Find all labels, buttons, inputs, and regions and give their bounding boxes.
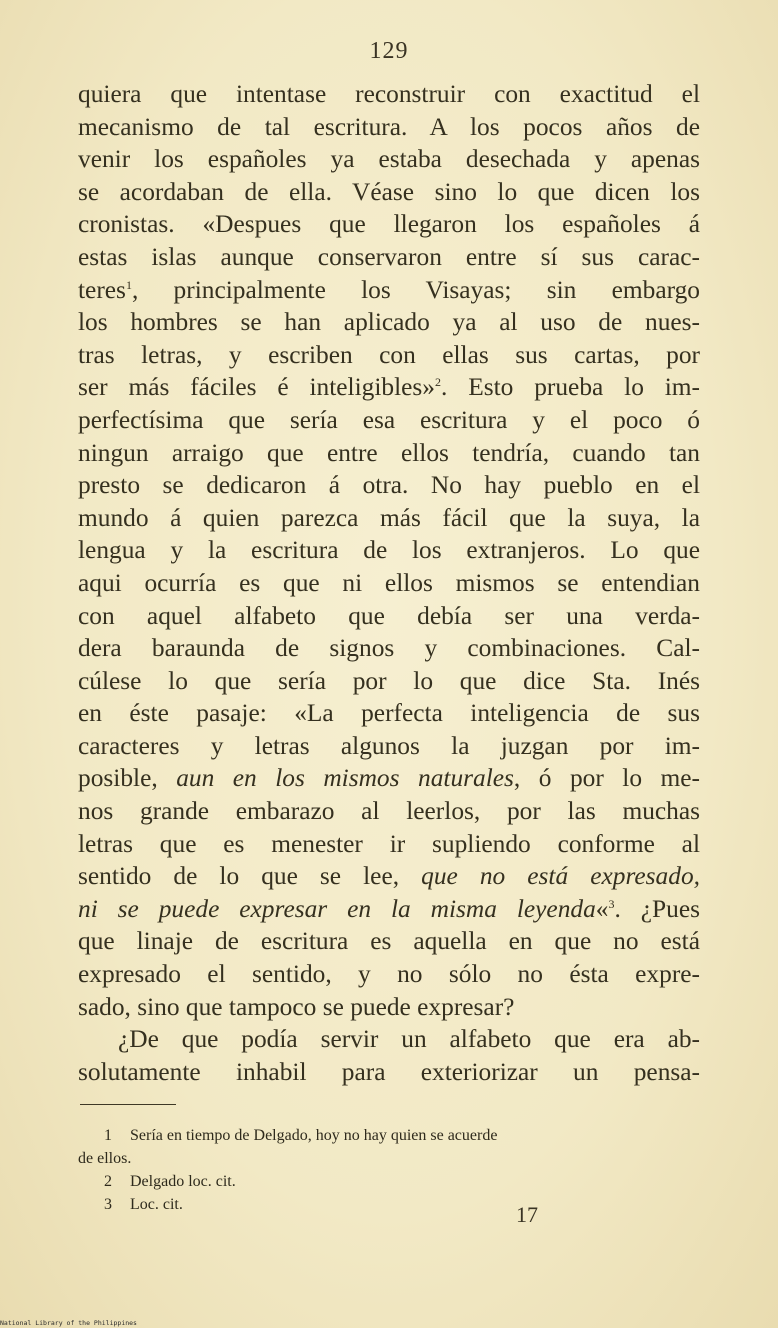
- italic-quote: que no está expresado,: [421, 862, 700, 891]
- footnote-text: de ellos.: [78, 1150, 132, 1167]
- text-segment: ser más fáciles é inteligibles»: [78, 373, 435, 402]
- library-footer: National Library of the Philippines: [0, 1319, 137, 1327]
- text-line: mecanismo de tal escritura. A los pocos años de: [78, 112, 700, 141]
- text-line: mundo á quien parezca más fácil que la suya, la: [78, 503, 700, 532]
- footnote-number: 1: [104, 1127, 112, 1144]
- text-line: nos grande embarazo al leerlos, por las muchas: [78, 797, 700, 826]
- text-line: [78, 893, 700, 926]
- text-line: [78, 371, 700, 404]
- footnote-text: Sería en tiempo de Delgado, hoy no hay quien se acuerde: [130, 1127, 498, 1144]
- text-line: en éste pasaje: «La perfecta inteligencia de sus: [78, 699, 700, 728]
- italic-quote: ni se puede expresar en la misma leyenda: [78, 894, 596, 923]
- text-line: venir los españoles ya estaba desechada y apenas: [78, 145, 700, 174]
- footnote-text: Delgado loc. cit.: [130, 1173, 236, 1190]
- text-line: cronistas. «Despues que llegaron los españoles á: [78, 210, 700, 239]
- footnote: [78, 1124, 700, 1147]
- text-segment: «: [595, 894, 609, 923]
- footnote-number: 2: [104, 1173, 112, 1190]
- text-line: caracteres y letras algunos la juzgan por im-: [78, 731, 700, 760]
- text-line: [78, 274, 700, 307]
- text-line: quiera que intentase reconstruir con exactitud el: [78, 80, 700, 108]
- text-line: letras que es menester ir supliendo conforme al: [78, 829, 700, 858]
- footnote-ref: 2: [435, 375, 441, 390]
- page-number: 129: [369, 38, 409, 64]
- text-line: lengua y la escritura de los extranjeros. Lo que: [78, 536, 700, 565]
- text-segment: posible,: [78, 764, 177, 793]
- text-segment: teres: [78, 275, 126, 304]
- text-line: expresado el sentido, y no sólo no ésta expre-: [78, 960, 700, 989]
- text-line: los hombres se han aplicado ya al uso de nues-: [78, 308, 700, 337]
- text-line: solutamente inhabil para exteriorizar un pensa-: [78, 1057, 700, 1086]
- text-line: presto se dedicaron á otra. No hay pueblo en el: [78, 471, 700, 500]
- text-line: dera baraunda de signos y combinaciones. Cal-: [78, 634, 700, 663]
- text-line: perfectísima que sería esa escritura y el poco ó: [78, 405, 700, 434]
- italic-quote: aun en los mismos naturales: [176, 764, 514, 793]
- text-line: cúlese lo que sería por lo que dice Sta. Inés: [78, 666, 700, 695]
- text-line: aqui ocurría es que ni ellos mismos se entendian: [78, 568, 700, 597]
- footnotes: [78, 1124, 700, 1216]
- footnote: [78, 1147, 700, 1170]
- text-line: ¿De que podía servir un alfabeto que era ab-: [118, 1025, 700, 1054]
- footnote-number: 3: [104, 1196, 112, 1213]
- text-line: estas islas aunque conservaron entre sí sus carac-: [78, 242, 700, 271]
- text-segment: . Esto prueba lo im-: [441, 373, 701, 402]
- footnote: [78, 1170, 700, 1193]
- text-line: ningun arraigo que entre ellos tendría, cuando tan: [78, 438, 700, 467]
- body-text: [78, 78, 700, 1088]
- footnote-divider: [80, 1104, 176, 1105]
- text-segment: , ó por lo me-: [513, 764, 700, 793]
- text-line: tras letras, y escriben con ellas sus cartas, por: [78, 340, 700, 369]
- text-line: con aquel alfabeto que debía ser una verda-: [78, 601, 700, 630]
- text-line: sado, sino que tampoco se puede expresar?: [78, 992, 515, 1021]
- text-line: [78, 860, 700, 893]
- text-line: que linaje de escritura es aquella en que no está: [78, 927, 700, 956]
- footnote-ref: 3: [608, 896, 615, 911]
- text-line: [78, 762, 700, 795]
- footnote-text: Loc. cit.: [130, 1196, 183, 1213]
- text-segment: . ¿Pues: [614, 894, 700, 923]
- footnote-ref: 1: [125, 277, 132, 292]
- footnote: [78, 1193, 700, 1216]
- signature-mark: 17: [516, 1202, 538, 1227]
- text-segment: sentido de lo que se lee,: [78, 862, 422, 891]
- text-segment: , principalmente los Visayas; sin embargo: [131, 275, 700, 304]
- text-line: se acordaban de ella. Véase sino lo que dicen los: [78, 177, 700, 206]
